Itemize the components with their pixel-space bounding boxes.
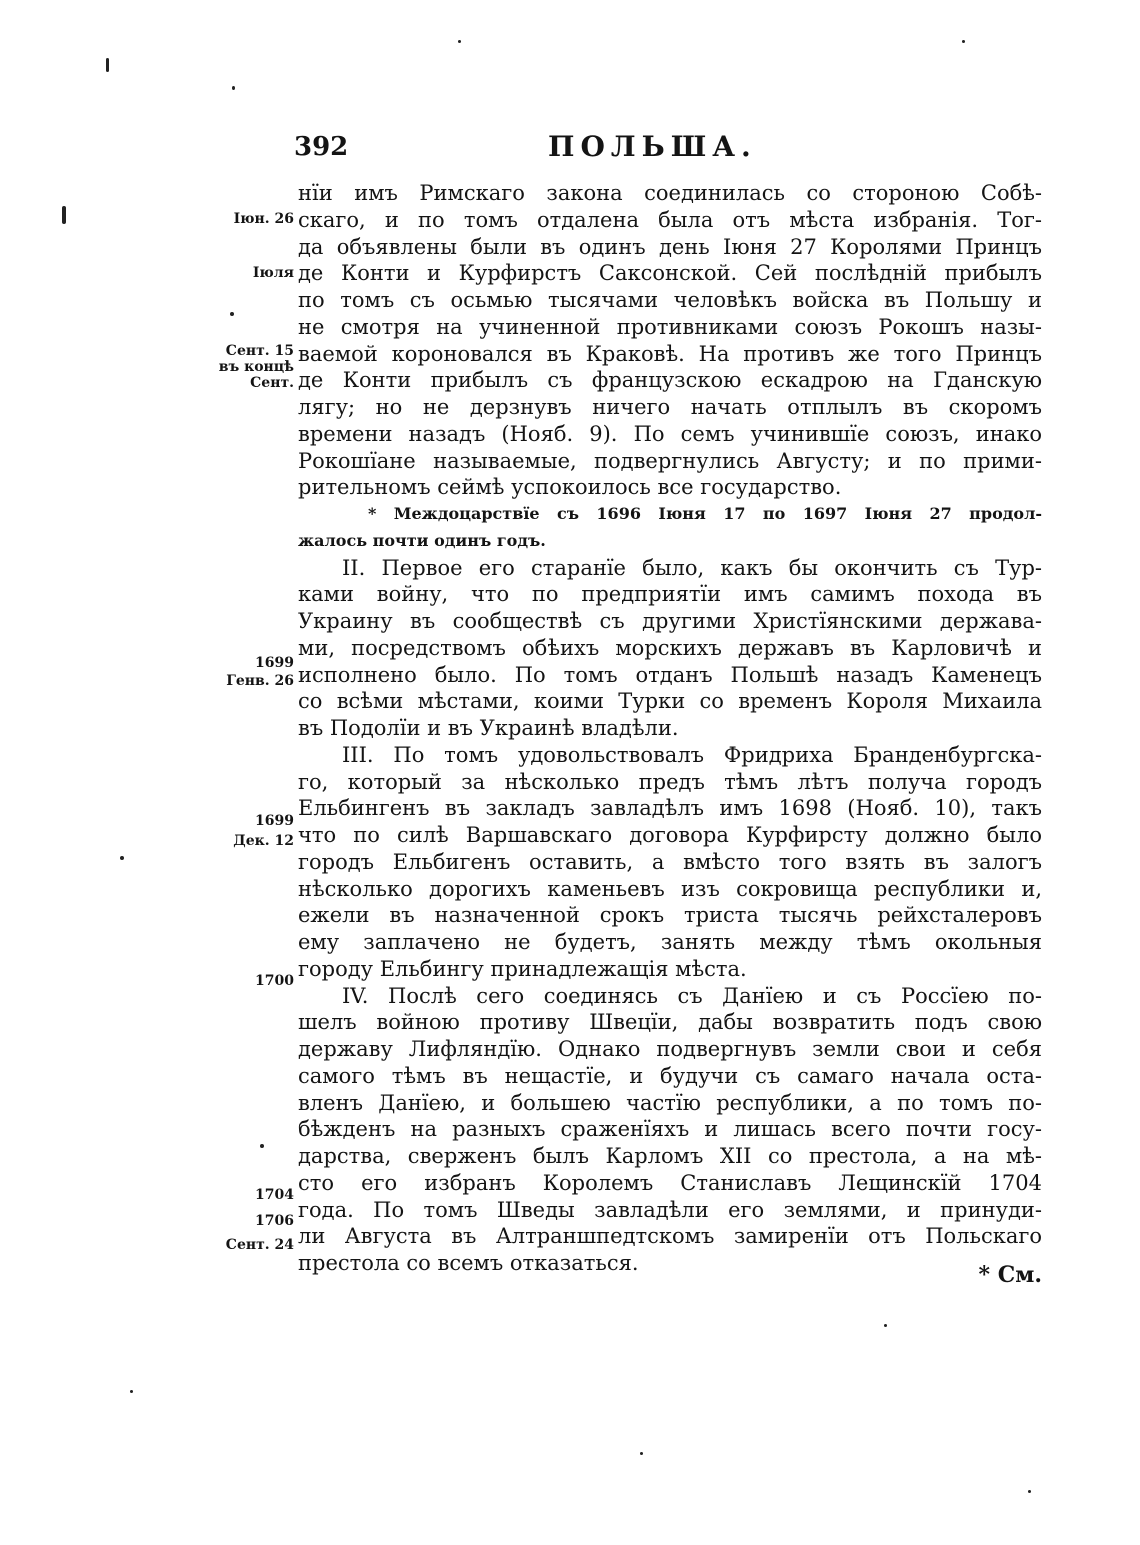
scan-speck bbox=[130, 1390, 133, 1393]
section-2 bbox=[298, 555, 1042, 742]
margin-note: 1700 bbox=[255, 973, 294, 989]
scan-speck bbox=[232, 86, 235, 90]
margin-note: Сент. 15 bbox=[225, 343, 294, 359]
text-line: ежели въ назначенной срокъ триста тысячь рейхсталеровъ bbox=[298, 903, 1042, 928]
margin-note: 1699 bbox=[255, 813, 294, 829]
scan-speck bbox=[260, 1144, 264, 1148]
text-line: бѣжденъ на разныхъ сраженїяхъ и лишась всего почти госу- bbox=[298, 1117, 1042, 1142]
margin-note: 1704 bbox=[255, 1187, 294, 1203]
paragraph-continuation bbox=[298, 180, 1042, 501]
text-line: ками войну, что по предприятїи имъ самимъ похода въ bbox=[298, 582, 1042, 607]
margin-note: 1699 bbox=[255, 655, 294, 671]
margin-note: Сент. bbox=[250, 375, 294, 391]
text-line: не смотря на учиненной противниками союзъ Рокошъ назы- bbox=[298, 314, 1042, 339]
text-line: III. По томъ удовольствовалъ Фридриха Бранденбургска- bbox=[342, 742, 1042, 767]
footnote-line: жалось почти одинъ годъ. bbox=[298, 530, 546, 550]
scan-speck bbox=[962, 40, 965, 43]
margin-note: Сент. 24 bbox=[225, 1237, 294, 1253]
margin-note: 1706 bbox=[255, 1213, 294, 1229]
text-line: нѣсколько дорогихъ каменьевъ изъ сокровища республики и, bbox=[298, 876, 1042, 901]
margin-note: Дек. 12 bbox=[233, 833, 294, 849]
section-3 bbox=[298, 742, 1042, 983]
page-header bbox=[290, 128, 1050, 168]
text-line: Украину въ сообществѣ съ другими Христїянскими держава- bbox=[298, 609, 1042, 633]
text-line: Ельбингенъ въ закладъ завладѣлъ имъ 1698 (Нояб. 10), такъ bbox=[298, 796, 1042, 821]
footnote bbox=[298, 501, 1042, 555]
text-line: исполнено было. По томъ отданъ Польшѣ назадъ Каменецъ bbox=[298, 662, 1042, 687]
page-number: 392 bbox=[294, 132, 349, 162]
text-line: державу Лифляндїю. Однако подвергнувъ земли свои и себя bbox=[298, 1037, 1042, 1061]
text-line: городъ Ельбигенъ оставить, а вмѣсто того взять въ залогъ bbox=[298, 849, 1042, 874]
text-line: ваемой короновался въ Краковѣ. На противъ же того Принцъ bbox=[298, 341, 1042, 366]
text-line: де Конти прибылъ съ французскою ескадрою на Гданскую bbox=[298, 368, 1042, 393]
margin-note: Генв. 26 bbox=[226, 673, 294, 689]
text-line: ли Августа въ Алтраншпедтскомъ замиренїи отъ Польскаго bbox=[298, 1224, 1042, 1249]
text-line: вленъ Данїею, и большею частїю республики, а по томъ по- bbox=[298, 1090, 1042, 1115]
text-line: шелъ войною противу Швецїи, дабы возвратить подъ свою bbox=[298, 1010, 1042, 1035]
text-line: въ Подолїи и въ Украинѣ владѣли. bbox=[298, 716, 679, 740]
scan-speck bbox=[1028, 1490, 1031, 1493]
text-line: го, который за нѣсколько предъ тѣмъ лѣтъ получа городъ bbox=[298, 769, 1042, 794]
scan-speck bbox=[884, 1324, 887, 1327]
text-line: со всѣми мѣстами, коими Турки со временъ Короля Михаила bbox=[298, 689, 1042, 714]
main-text bbox=[298, 180, 1042, 1277]
catchword: * См. bbox=[978, 1262, 1042, 1288]
text-line: лягу; но не дерзнувъ ничего начать отплылъ въ скоромъ bbox=[298, 395, 1042, 419]
margin-note: Іюля bbox=[252, 265, 294, 281]
text-line: ми, посредствомъ обѣихъ морскихъ державъ въ Карловичѣ и bbox=[298, 635, 1042, 660]
text-line: что по силѣ Варшавскаго договора Курфирсту должно было bbox=[298, 823, 1042, 847]
scan-speck bbox=[120, 856, 124, 860]
margin-note: Іюн. 26 bbox=[233, 211, 294, 227]
text-line: нїи имъ Римскаго закона соединилась со стороною Собѣ- bbox=[298, 181, 1042, 205]
footnote-line: * Междоцарствїе съ 1696 Іюня 17 по 1697 Іюня 27 продол- bbox=[368, 504, 1042, 523]
text-line: времени назадъ (Нояб. 9). По семъ учинившїе союзъ, инако bbox=[298, 421, 1042, 446]
scan-speck bbox=[230, 312, 234, 316]
text-line: IV. Послѣ сего соединясь съ Данїею и съ Россїею по- bbox=[342, 983, 1042, 1008]
scan-speck bbox=[62, 206, 66, 224]
section-4 bbox=[298, 983, 1042, 1277]
text-line: года. По томъ Шведы завладѣли его землями, и принуди- bbox=[298, 1197, 1042, 1222]
text-line: по томъ съ осьмью тысячами человѣкъ войска въ Польшу и bbox=[298, 288, 1042, 312]
text-line: да объявлены были въ одинъ день Іюня 27 Королями Принцъ bbox=[298, 234, 1042, 259]
text-line: II. Первое его старанїе было, какъ бы окончить съ Тур- bbox=[342, 555, 1042, 580]
text-line: сто его избранъ Королемъ Станиславъ Лещинскїй 1704 bbox=[298, 1170, 1042, 1195]
scan-speck bbox=[106, 58, 109, 72]
text-line: де Конти и Курфирстъ Саксонской. Сей послѣдній прибылъ bbox=[298, 261, 1042, 286]
scan-speck bbox=[640, 1452, 643, 1455]
text-line: самого тѣмъ въ нещастїе, и будучи съ самаго начала оста- bbox=[298, 1063, 1042, 1088]
text-line: скаго, и по томъ отдалена была отъ мѣста избранія. Тог- bbox=[298, 207, 1042, 232]
text-line: дарства, сверженъ былъ Карломъ XII со престола, а на мѣ- bbox=[298, 1144, 1042, 1168]
margin-note: въ концѣ bbox=[218, 359, 294, 375]
text-line: городу Ельбингу принадлежащія мѣста. bbox=[298, 956, 747, 981]
text-line: ему заплачено не будетъ, занять между тѣмъ окольныя bbox=[298, 930, 1042, 954]
scan-speck bbox=[458, 40, 461, 43]
text-line: престола со всемъ отказаться. bbox=[298, 1251, 639, 1275]
text-line: рительномъ сеймѣ успокоилось все государство. bbox=[298, 475, 842, 500]
margin-notes bbox=[198, 180, 294, 1270]
running-title: ПОЛЬША. bbox=[548, 130, 757, 163]
text-line: Рокошїане называемые, подвергнулись Августу; и по прими- bbox=[298, 448, 1042, 473]
